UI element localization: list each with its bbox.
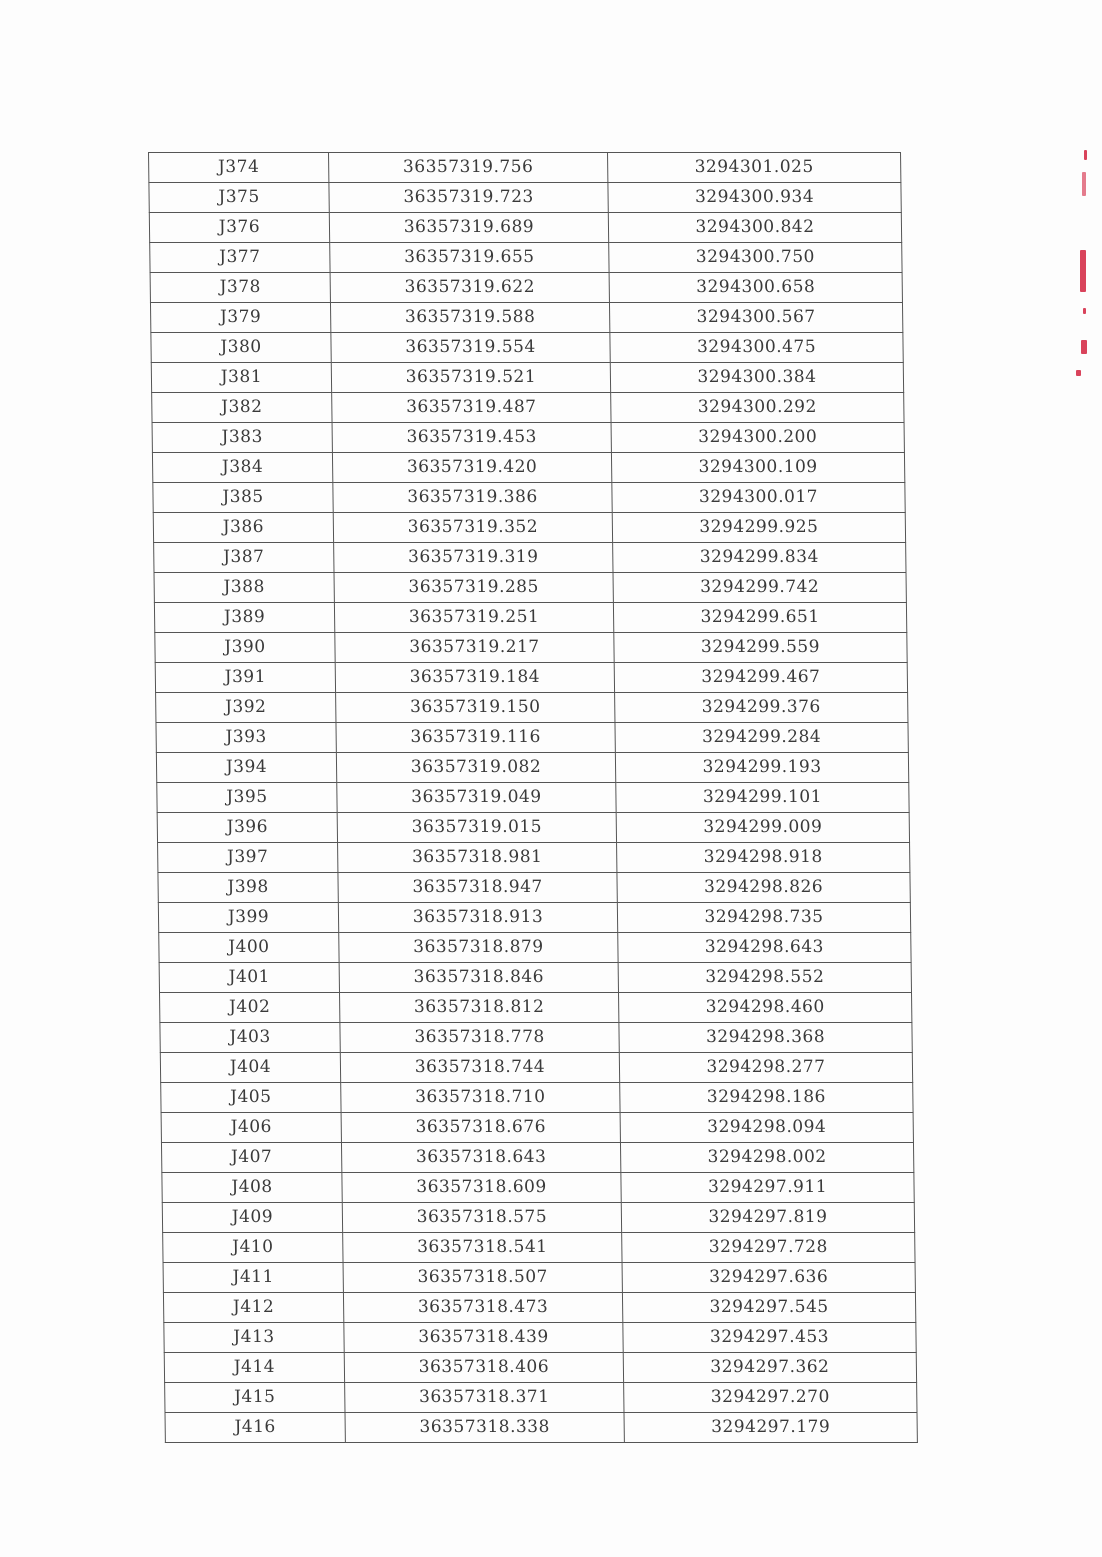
point-id-cell: J405 xyxy=(161,1083,341,1113)
x-coordinate-cell: 36357319.453 xyxy=(332,423,611,453)
point-id-cell: J415 xyxy=(165,1383,345,1413)
y-coordinate-cell: 3294300.934 xyxy=(608,183,901,213)
point-id-cell: J414 xyxy=(164,1353,344,1383)
table-row xyxy=(165,1383,917,1413)
x-coordinate-cell: 36357318.473 xyxy=(343,1293,622,1323)
y-coordinate-cell: 3294297.179 xyxy=(624,1413,917,1443)
table-row xyxy=(151,333,903,363)
x-coordinate-cell: 36357318.947 xyxy=(338,873,617,903)
table-row xyxy=(160,1023,912,1053)
x-coordinate-cell: 36357318.879 xyxy=(339,933,618,963)
point-id-cell: J398 xyxy=(158,873,338,903)
x-coordinate-cell: 36357319.386 xyxy=(333,483,612,513)
table-row xyxy=(154,543,906,573)
y-coordinate-cell: 3294300.750 xyxy=(609,243,902,273)
x-coordinate-cell: 36357319.689 xyxy=(329,213,608,243)
y-coordinate-cell: 3294298.826 xyxy=(617,873,910,903)
table-row xyxy=(162,1173,914,1203)
y-coordinate-cell: 3294299.193 xyxy=(615,753,908,783)
table-row xyxy=(155,663,907,693)
point-id-cell: J399 xyxy=(158,903,338,933)
y-coordinate-cell: 3294300.292 xyxy=(611,393,904,423)
table-row xyxy=(163,1233,915,1263)
point-id-cell: J413 xyxy=(164,1323,344,1353)
y-coordinate-cell: 3294300.842 xyxy=(608,213,901,243)
table-row xyxy=(149,183,901,213)
x-coordinate-cell: 36357319.319 xyxy=(334,543,613,573)
table-row xyxy=(152,453,904,483)
point-id-cell: J397 xyxy=(158,843,338,873)
y-coordinate-cell: 3294298.094 xyxy=(620,1113,913,1143)
y-coordinate-cell: 3294298.643 xyxy=(618,933,911,963)
x-coordinate-cell: 36357319.622 xyxy=(330,273,609,303)
point-id-cell: J388 xyxy=(154,573,334,603)
y-coordinate-cell: 3294297.362 xyxy=(623,1353,916,1383)
y-coordinate-cell: 3294299.559 xyxy=(614,633,907,663)
table-row xyxy=(159,933,911,963)
x-coordinate-cell: 36357318.913 xyxy=(338,903,617,933)
point-id-cell: J379 xyxy=(150,303,330,333)
x-coordinate-cell: 36357319.487 xyxy=(332,393,611,423)
table-row xyxy=(151,363,903,393)
point-id-cell: J395 xyxy=(157,783,337,813)
y-coordinate-cell: 3294298.918 xyxy=(617,843,910,873)
table-row xyxy=(154,573,906,603)
x-coordinate-cell: 36357318.439 xyxy=(344,1323,623,1353)
x-coordinate-cell: 36357318.981 xyxy=(338,843,617,873)
table-row xyxy=(149,153,901,183)
point-id-cell: J387 xyxy=(154,543,334,573)
coordinate-table-body xyxy=(149,153,918,1443)
table-row xyxy=(149,213,901,243)
x-coordinate-cell: 36357318.507 xyxy=(343,1263,622,1293)
y-coordinate-cell: 3294300.109 xyxy=(611,453,904,483)
y-coordinate-cell: 3294297.911 xyxy=(621,1173,914,1203)
point-id-cell: J393 xyxy=(156,723,336,753)
point-id-cell: J408 xyxy=(162,1173,342,1203)
y-coordinate-cell: 3294299.742 xyxy=(613,573,906,603)
y-coordinate-cell: 3294300.200 xyxy=(611,423,904,453)
point-id-cell: J381 xyxy=(151,363,331,393)
x-coordinate-cell: 36357319.554 xyxy=(331,333,610,363)
x-coordinate-cell: 36357319.116 xyxy=(336,723,615,753)
x-coordinate-cell: 36357319.723 xyxy=(329,183,608,213)
table-row xyxy=(164,1353,916,1383)
y-coordinate-cell: 3294298.277 xyxy=(619,1053,912,1083)
coordinate-table xyxy=(148,152,918,1443)
y-coordinate-cell: 3294300.017 xyxy=(612,483,905,513)
y-coordinate-cell: 3294300.384 xyxy=(610,363,903,393)
x-coordinate-cell: 36357319.588 xyxy=(330,303,609,333)
y-coordinate-cell: 3294298.460 xyxy=(619,993,912,1023)
y-coordinate-cell: 3294299.925 xyxy=(612,513,905,543)
x-coordinate-cell: 36357318.846 xyxy=(339,963,618,993)
table-row xyxy=(153,483,905,513)
table-row xyxy=(150,303,902,333)
x-coordinate-cell: 36357318.710 xyxy=(341,1083,620,1113)
table-row xyxy=(165,1413,917,1443)
x-coordinate-cell: 36357319.082 xyxy=(336,753,615,783)
table-row xyxy=(164,1323,916,1353)
table-row xyxy=(150,273,902,303)
table-row xyxy=(150,243,902,273)
table-row xyxy=(157,813,909,843)
point-id-cell: J382 xyxy=(152,393,332,423)
table-row xyxy=(158,843,910,873)
point-id-cell: J406 xyxy=(161,1113,341,1143)
point-id-cell: J411 xyxy=(163,1263,343,1293)
y-coordinate-cell: 3294299.834 xyxy=(613,543,906,573)
x-coordinate-cell: 36357319.184 xyxy=(335,663,614,693)
point-id-cell: J396 xyxy=(157,813,337,843)
point-id-cell: J402 xyxy=(160,993,340,1023)
x-coordinate-cell: 36357319.217 xyxy=(335,633,614,663)
y-coordinate-cell: 3294300.567 xyxy=(609,303,902,333)
x-coordinate-cell: 36357318.778 xyxy=(340,1023,619,1053)
point-id-cell: J412 xyxy=(163,1293,343,1323)
x-coordinate-cell: 36357319.521 xyxy=(331,363,610,393)
y-coordinate-cell: 3294297.819 xyxy=(621,1203,914,1233)
table-row xyxy=(161,1113,913,1143)
point-id-cell: J389 xyxy=(154,603,334,633)
table-row xyxy=(154,603,906,633)
x-coordinate-cell: 36357319.049 xyxy=(337,783,616,813)
table-row xyxy=(152,393,904,423)
point-id-cell: J375 xyxy=(149,183,329,213)
y-coordinate-cell: 3294297.728 xyxy=(622,1233,915,1263)
x-coordinate-cell: 36357318.338 xyxy=(345,1413,624,1443)
point-id-cell: J378 xyxy=(150,273,330,303)
x-coordinate-cell: 36357319.150 xyxy=(336,693,615,723)
x-coordinate-cell: 36357319.285 xyxy=(334,573,613,603)
table-row xyxy=(161,1143,913,1173)
point-id-cell: J376 xyxy=(149,213,329,243)
point-id-cell: J374 xyxy=(149,153,329,183)
y-coordinate-cell: 3294299.009 xyxy=(616,813,909,843)
table-row xyxy=(156,723,908,753)
x-coordinate-cell: 36357319.756 xyxy=(329,153,608,183)
y-coordinate-cell: 3294299.284 xyxy=(615,723,908,753)
point-id-cell: J400 xyxy=(159,933,339,963)
table-row xyxy=(152,423,904,453)
x-coordinate-cell: 36357318.371 xyxy=(345,1383,624,1413)
y-coordinate-cell: 3294300.658 xyxy=(609,273,902,303)
x-coordinate-cell: 36357319.352 xyxy=(333,513,612,543)
y-coordinate-cell: 3294297.453 xyxy=(623,1323,916,1353)
table-row xyxy=(155,633,907,663)
y-coordinate-cell: 3294298.186 xyxy=(620,1083,913,1113)
coordinate-table-container xyxy=(148,152,926,1443)
table-row xyxy=(160,993,912,1023)
y-coordinate-cell: 3294299.101 xyxy=(616,783,909,813)
point-id-cell: J385 xyxy=(153,483,333,513)
x-coordinate-cell: 36357319.251 xyxy=(334,603,613,633)
x-coordinate-cell: 36357318.406 xyxy=(344,1353,623,1383)
y-coordinate-cell: 3294298.002 xyxy=(620,1143,913,1173)
point-id-cell: J390 xyxy=(155,633,335,663)
y-coordinate-cell: 3294299.467 xyxy=(614,663,907,693)
point-id-cell: J377 xyxy=(150,243,330,273)
table-row xyxy=(157,783,909,813)
y-coordinate-cell: 3294298.368 xyxy=(619,1023,912,1053)
x-coordinate-cell: 36357318.609 xyxy=(342,1173,621,1203)
point-id-cell: J410 xyxy=(163,1233,343,1263)
x-coordinate-cell: 36357319.655 xyxy=(330,243,609,273)
table-row xyxy=(163,1263,915,1293)
table-row xyxy=(162,1203,914,1233)
point-id-cell: J383 xyxy=(152,423,332,453)
point-id-cell: J401 xyxy=(159,963,339,993)
point-id-cell: J394 xyxy=(156,753,336,783)
y-coordinate-cell: 3294300.475 xyxy=(610,333,903,363)
point-id-cell: J384 xyxy=(152,453,332,483)
x-coordinate-cell: 36357318.744 xyxy=(340,1053,619,1083)
table-row xyxy=(160,1053,912,1083)
x-coordinate-cell: 36357318.541 xyxy=(343,1233,622,1263)
point-id-cell: J407 xyxy=(161,1143,341,1173)
x-coordinate-cell: 36357318.676 xyxy=(341,1113,620,1143)
point-id-cell: J392 xyxy=(156,693,336,723)
table-row xyxy=(159,963,911,993)
y-coordinate-cell: 3294301.025 xyxy=(608,153,901,183)
table-row xyxy=(163,1293,915,1323)
y-coordinate-cell: 3294299.651 xyxy=(613,603,906,633)
y-coordinate-cell: 3294297.545 xyxy=(622,1293,915,1323)
table-row xyxy=(153,513,905,543)
point-id-cell: J404 xyxy=(160,1053,340,1083)
table-row xyxy=(156,693,908,723)
x-coordinate-cell: 36357318.812 xyxy=(340,993,619,1023)
x-coordinate-cell: 36357319.420 xyxy=(332,453,611,483)
table-row xyxy=(158,903,910,933)
y-coordinate-cell: 3294299.376 xyxy=(615,693,908,723)
point-id-cell: J386 xyxy=(153,513,333,543)
point-id-cell: J416 xyxy=(165,1413,345,1443)
y-coordinate-cell: 3294297.270 xyxy=(624,1383,917,1413)
y-coordinate-cell: 3294298.552 xyxy=(618,963,911,993)
point-id-cell: J391 xyxy=(155,663,335,693)
x-coordinate-cell: 36357318.575 xyxy=(342,1203,621,1233)
red-seal-fragment xyxy=(1074,150,1094,390)
table-row xyxy=(158,873,910,903)
point-id-cell: J409 xyxy=(162,1203,342,1233)
point-id-cell: J380 xyxy=(151,333,331,363)
table-row xyxy=(156,753,908,783)
y-coordinate-cell: 3294298.735 xyxy=(617,903,910,933)
table-row xyxy=(161,1083,913,1113)
x-coordinate-cell: 36357319.015 xyxy=(337,813,616,843)
y-coordinate-cell: 3294297.636 xyxy=(622,1263,915,1293)
point-id-cell: J403 xyxy=(160,1023,340,1053)
x-coordinate-cell: 36357318.643 xyxy=(341,1143,620,1173)
